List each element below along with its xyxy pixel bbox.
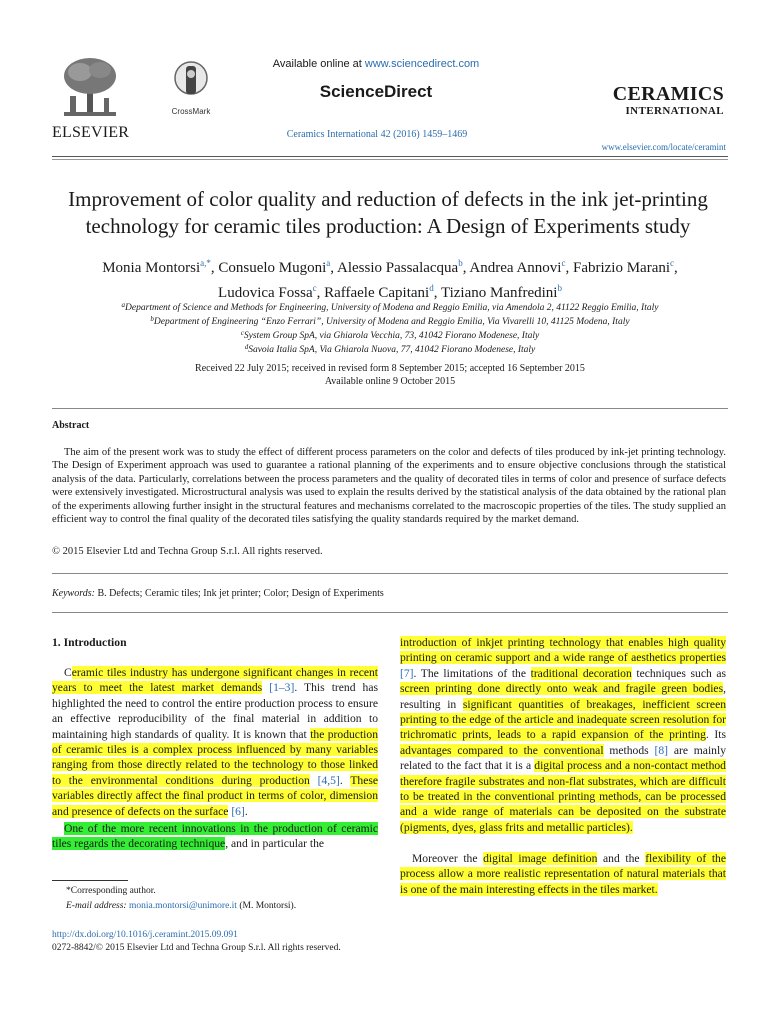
highlight-yellow: the production of ceramic tiles is a complex process influenced by many variables ranging from those directly related to the technology to those linked to the environmental conditions during production	[52, 727, 378, 787]
keywords-text: B. Defects; Ceramic tiles; Ink jet printer; Color; Design of Experiments	[97, 588, 384, 599]
highlight-yellow: eramic tiles industry has undergone significant changes in recent years to meet the latest market demands	[52, 666, 378, 695]
text-run: , resulting in	[400, 682, 726, 711]
text-run: , and in particular the	[225, 837, 325, 851]
highlight-yellow: digital process and a non-contact method therefore fragile substrates and non-flat substrates, which are difficult to be treated in the conventional printing methods, can be processed and a wide range of materials can be deposited on the substrate (pigments, dyes, glass frits and metallic particles).	[400, 759, 726, 834]
highlight-yellow: significant quantities of breakages, inefficient screen printing to the edge of the article and inadequate screen resolution for trichromatic prints, leads to a rapid expansion of the printing	[400, 697, 727, 742]
author-sup[interactable]: b	[458, 258, 463, 268]
journal-name-line1: CERAMICS	[612, 83, 724, 105]
highlight-yellow: flexibility of the process allow a more realistic representation of natural materials that is one of the main interesting effects in the tiles market.	[400, 852, 726, 896]
affiliation: $^a$Department of Science and Methods for Engineering, University of Modena and Reggio Emilia, via Amendola 2, 41122 Reggio Emilia, Italy	[121, 301, 659, 313]
elsevier-wordmark: ELSEVIER	[52, 124, 130, 141]
header-divider	[52, 156, 728, 157]
crossmark-icon	[173, 60, 209, 100]
sciencedirect-wordmark: ScienceDirect	[319, 82, 433, 101]
affiliations	[52, 300, 728, 356]
header-divider-thin	[52, 159, 728, 160]
email-label: E-mail address:	[66, 901, 127, 911]
keywords-bottom-rule	[52, 612, 728, 613]
author-name[interactable]: Andrea Annovi	[469, 260, 562, 276]
citation-link[interactable]: [7]	[400, 666, 414, 680]
email-link[interactable]: monia.montorsi@unimore.it	[128, 901, 237, 911]
author-sup[interactable]: c	[561, 258, 566, 268]
authors-line-2: Ludovica Fossa$^c$, Raffaele Capitani$^d$, Tiziano Manfredini$^b$	[218, 283, 562, 301]
text-run: Moreover the	[412, 852, 484, 865]
corresponding-author-note: *Corresponding author.	[66, 886, 156, 896]
author-sup[interactable]: c	[670, 258, 675, 268]
crossmark-badge[interactable]	[166, 60, 216, 116]
author-sup[interactable]: a,*	[200, 258, 211, 268]
highlight-yellow: digital image definition	[483, 852, 598, 865]
issn-copyright: 0272-8842/© 2015 Elsevier Ltd and Techna Group S.r.l. All rights reserved.	[52, 943, 341, 953]
crossmark-label: CrossMark	[171, 107, 211, 116]
text-run	[310, 774, 318, 787]
footnote-rule	[52, 880, 128, 881]
author-name[interactable]: Raffaele Capitani	[324, 285, 430, 301]
text-run: techniques such as	[631, 666, 727, 680]
citation-link[interactable]: [4,5]	[317, 773, 340, 787]
highlight-yellow: advantages compared to the conventional	[400, 743, 604, 757]
citation-link[interactable]: [6]	[231, 804, 245, 818]
journal-citation[interactable]: Ceramics International 42 (2016) 1459–1469	[286, 129, 468, 140]
elsevier-logo	[52, 56, 130, 142]
title-line-2: technology for ceramic tiles production: A Design of Experiments study	[85, 214, 691, 238]
text-run: .	[244, 804, 248, 818]
abstract-top-rule	[52, 408, 728, 409]
citation-link[interactable]: [1–3]	[269, 681, 295, 695]
abstract-body: The aim of the present work was to study the effect of different process parameters on the color and defects of tiles produced by ink-jet printing technology. The Design of Experiment approach was used to guarantee a rational planning of the experiments and to ensure objective conclusions through the statistical analysis of the data. Particularly, correlations between the process parameters and the quality of decorated tiles in terms of color and presence of surface defects were extensively investigated. Microstructural analysis was used to explain the results derived by the statistical analysis of the data obtained by the rational plan of the experiments allowing further insight in the structural features and mechanisms correlated to the macroscopic properties of the tiles. The study supplied an efficient way to control the final quality of the decorated tiles satisfying the quality standards required by the market demand.	[52, 447, 726, 526]
author-list	[52, 253, 728, 303]
article-title	[48, 186, 728, 240]
author-sup[interactable]: d	[429, 283, 434, 293]
intro-paragraph-2-continued	[400, 635, 726, 835]
author-sup[interactable]: b	[557, 283, 562, 293]
journal-header	[0, 0, 768, 160]
affiliation: $^c$System Group SpA, via Ghiarola Vecchia, 73, 41042 Fiorano Modenese, Italy	[240, 329, 540, 341]
author-sup[interactable]: c	[312, 283, 317, 293]
intro-paragraph-2	[52, 821, 378, 852]
authors-line-1: Monia Montorsi$^{a,*}$, Consuelo Mugoni$^a$, Alessio Passalacqua$^b$, Andrea Annovi$^c$, Fabrizio Marani$^c$,	[102, 258, 678, 276]
abstract-heading: Abstract	[52, 420, 90, 431]
title-line-1: Improvement of color quality and reduction of defects in the ink jet-printing	[68, 187, 708, 211]
text-run: . Its	[705, 728, 727, 742]
sciencedirect-link[interactable]: www.sciencedirect.com	[364, 58, 480, 70]
email-note	[66, 901, 296, 911]
author-sup[interactable]: a	[326, 258, 331, 268]
text-run: .	[339, 773, 351, 787]
text-run: . This trend has highlighted the need to control the entire production process to ensure an effective reproducibility of the final material in addition to maintaining high standards of quality. It is known that	[52, 681, 378, 741]
text-run: C	[64, 666, 72, 679]
highlight-yellow: screen printing done directly onto weak and fragile green bodies	[400, 682, 724, 696]
elsevier-tree-icon	[60, 56, 120, 120]
journal-url[interactable]: www.elsevier.com/locate/ceramint	[601, 142, 726, 152]
text-run: . The limitations of the	[413, 666, 531, 680]
highlight-yellow: These variables directly affect the final product in terms of color, dimension and presence of defects on the surface	[52, 773, 378, 818]
keywords-label: Keywords:	[52, 588, 95, 599]
keywords	[52, 588, 384, 599]
doi-link[interactable]: http://dx.doi.org/10.1016/j.ceramint.2015.09.091	[52, 930, 238, 940]
affiliation: $^d$Savoia Italia SpA, Via Ghiarola Nuova, 77, 41042 Fiorano Modenese, Italy	[244, 343, 536, 355]
author-name[interactable]: Alessio Passalacqua	[336, 260, 459, 276]
received-dates: Received 22 July 2015; received in revised form 8 September 2015; accepted 16 September 2015	[195, 363, 585, 374]
affiliation: $^b$Department of Engineering “Enzo Ferrari”, University of Modena and Reggio Emilia, Via Vivarelli 10, 41125 Modena, Italy	[150, 315, 630, 327]
intro-paragraph-1	[52, 665, 378, 819]
author-name[interactable]: Ludovica Fossa	[218, 285, 313, 301]
author-name[interactable]: Tiziano Manfredini	[440, 285, 558, 301]
ceramics-international-logo	[600, 84, 724, 117]
text-run: are mainly related to the fact that it is a	[400, 743, 726, 773]
citation-link[interactable]: [8]	[654, 743, 668, 757]
highlight-yellow: traditional decoration	[530, 666, 632, 680]
abstract-copyright: © 2015 Elsevier Ltd and Techna Group S.r.l. All rights reserved.	[52, 546, 323, 557]
article-history	[52, 362, 728, 388]
intro-paragraph-3	[400, 851, 726, 897]
section-heading-introduction: 1. Introduction	[52, 636, 127, 649]
highlight-yellow: introduction of inkjet printing technology that enables high quality printing on ceramic support and a wide range of aesthetics properties	[400, 636, 726, 665]
highlight-green: One of the more recent innovations in the production of ceramic tiles regards the decorating technique	[52, 822, 378, 851]
author-name[interactable]: Fabrizio Marani	[572, 260, 671, 276]
available-online-date: Available online 9 October 2015	[324, 376, 456, 387]
author-name[interactable]: Monia Montorsi	[102, 260, 201, 276]
email-owner: (M. Montorsi).	[239, 901, 297, 911]
keywords-top-rule	[52, 573, 728, 574]
available-online-prefix: Available online at	[272, 58, 362, 70]
text-run: methods	[603, 743, 655, 757]
author-name[interactable]: Consuelo Mugoni	[218, 260, 327, 276]
available-online	[260, 58, 492, 70]
text-run: and the	[597, 852, 646, 865]
journal-name-line2: INTERNATIONAL	[625, 105, 724, 117]
